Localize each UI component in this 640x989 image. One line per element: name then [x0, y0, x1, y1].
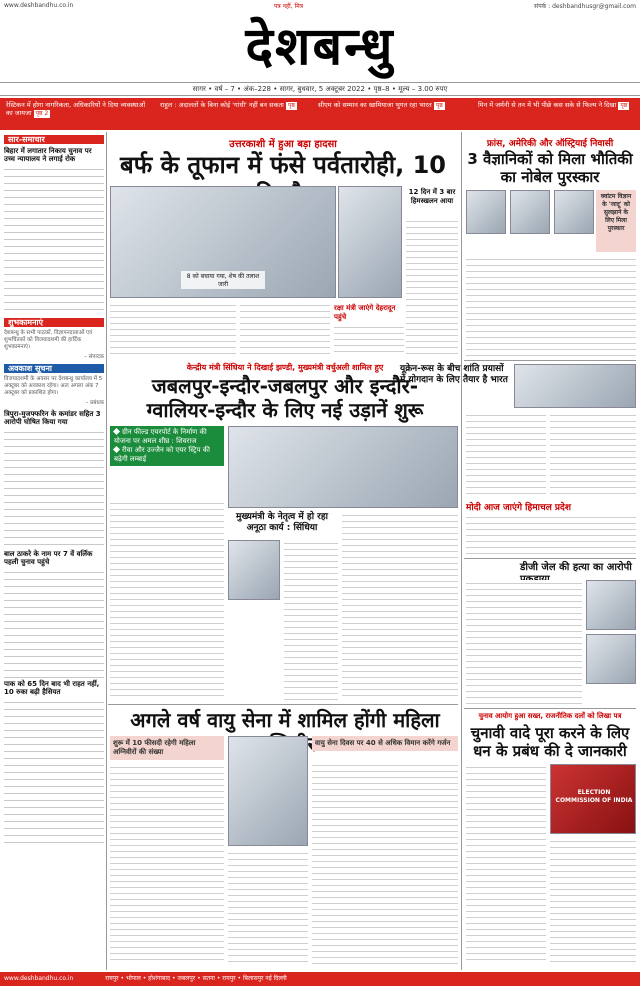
highlight-1: ग्रीन फील्ड एयरपोर्ट के निर्माण की योजना पर अमल शीघ्र : शिवराज — [114, 428, 207, 445]
teaser-2[interactable]: राहुल : अदालतों के बिना कोई 'गांधी' नहीं बन सकता पृष्ठ — [160, 101, 295, 109]
accused-photo — [586, 634, 636, 684]
nobel-highlight-box: क्वांटम विज्ञान के 'जादू' को सुलझाने के लिए मिला पुरस्कार — [596, 190, 636, 252]
main-story-body-2 — [240, 302, 330, 356]
ukraine-story-body — [466, 412, 546, 496]
brief-body-4 — [4, 698, 104, 848]
newspaper-logo: देशबन्धु — [245, 16, 395, 77]
nobel-kicker: फ्रांस, अमेरिकी और ऑस्ट्रियाई निवासी — [486, 139, 614, 149]
holiday-sign: – प्रबंधक — [85, 400, 104, 406]
defense-minister-body — [334, 324, 404, 356]
dg-jail-headline[interactable]: डीजी जेल की हत्या का आरोपी — [520, 562, 632, 573]
side-story-body — [406, 218, 458, 354]
issue-info-bar: सागर • वर्ष – 7 • अंक–228 • सागर, बुधवार, 5 अक्टूबर 2022 • पृष्ठ–8 • मूल्य – 3.00 रुपए — [0, 82, 640, 96]
main-headline[interactable]: बर्फ के तूफान में फंसे पर्वतारोही, 10 — [120, 151, 446, 179]
rescue-photo — [338, 186, 402, 298]
column-divider-right — [461, 132, 462, 970]
side-kicker: 12 दिन में 3 बार हिमस्खलन आया — [408, 188, 456, 205]
masthead — [0, 14, 640, 80]
brief-headline-2[interactable]: त्रिपुरा-मुजफ्फरिन के कमांडर सहित 3 आरोपी घोषित किया गया — [4, 410, 101, 426]
greeting-sign: – संपादक — [84, 354, 104, 360]
flights-story-body-2 — [342, 512, 458, 700]
teaser-1[interactable]: रेस्टिकन में होगा नागरिकता, अधिकारियों ने दिया व्यवस्थाओं का जायजा पृष्ठ 2 — [6, 101, 146, 117]
scientist-2-photo — [510, 190, 550, 234]
ukraine-story-body-2 — [550, 412, 636, 496]
bullet-icon — [113, 428, 120, 435]
airforce-chief-photo — [228, 736, 308, 846]
nobel-headline[interactable]: 3 वैज्ञानिकों को मिला भौतिकी का नोबेल पुरस्कार — [467, 150, 633, 186]
election-sign-text: ELECTION COMMISSION OF INDIA — [555, 789, 633, 804]
airforce-side-body — [312, 762, 458, 964]
nobel-story-body — [466, 256, 636, 356]
election-commission-photo — [550, 764, 636, 834]
ukraine-headline[interactable]: यूक्रेन-रूस के बीच शांति प्रयासों में योगदान के लिए तैयार है भारत — [400, 364, 508, 385]
avalanche-photo — [110, 186, 336, 298]
holiday-text: विजयादशमी के अवसर पर देशबन्धु कार्यालय में 5 अक्टूबर को अवकाश रहेगा। अतः अगला अंक 7 अक्टूबर को प्रकाशित होगा। — [4, 376, 103, 396]
cm-quote: मुख्यमंत्री के नेतृत्व में हो रहा अनूठा कार्य : सिंधिया — [236, 512, 328, 533]
airforce-story-body-2 — [228, 850, 308, 964]
brief-body-2 — [4, 428, 104, 548]
right-divider-1 — [464, 360, 636, 361]
airforce-story-body — [110, 764, 224, 964]
election-headline[interactable]: चुनावी वादे पूरा करने के लिए धन के प्रबंध की दे जानकारी — [470, 724, 630, 760]
airforce-subhead: शुरू में 10 फीसदी रहेगी महिला अग्निवीरों की संख्या — [110, 736, 224, 760]
brief-body-3 — [4, 568, 104, 678]
footer-site[interactable]: www.deshbandhu.co.in — [4, 975, 74, 982]
teaser-4[interactable]: मिन में जर्मनी से तन में भी पीछे कस सके से फिल्म ने दिखा पृष्ठ — [478, 101, 628, 109]
greeting-text: देशबन्धु के सभी पाठकों, विज्ञापनदाताओं एवं शुभचिंतकों को विजयादशमी की हार्दिक शुभकामनाएं। — [4, 330, 93, 350]
election-story-body — [466, 764, 546, 964]
site-url[interactable]: www.deshbandhu.co.in — [4, 2, 74, 9]
footer-cities: रायपुर • भोपाल • होशंगाबाद • जबलपुर • सतना • रायपुर • बिलासपुर नई दिल्ली — [105, 975, 287, 982]
modi-quote: मोदी आज जाएंगे हिमाचल प्रदेश — [466, 503, 571, 513]
quote-story-body — [284, 540, 338, 700]
brief-body-1 — [4, 165, 104, 315]
dg-jail-story-body — [466, 580, 582, 706]
main-kicker: उत्तरकाशी में हुआ बड़ा हादसा — [229, 139, 337, 150]
airforce-headline[interactable]: अगले वर्ष वायु सेना में शामिल होंगी महिला — [130, 708, 440, 732]
left-column — [4, 132, 104, 952]
flights-highlights — [110, 426, 224, 466]
right-divider-2 — [464, 558, 636, 559]
minister-portrait — [228, 540, 280, 600]
section-header-news-brief: सार-समाचार — [4, 135, 104, 144]
section-divider — [108, 704, 458, 705]
election-kicker: चुनाव आयोग हुआ सख्त, राजनीतिक दलों को लिखा पत्र — [478, 712, 622, 720]
defense-minister-subhead[interactable]: रक्षा मंत्री जाएंगे देहरादून पहुंचे — [334, 304, 396, 321]
flights-headline-line-2[interactable]: ग्वालियर-इन्दौर के लिए नई उड़ानें शुरू — [146, 398, 424, 422]
main-story-body — [110, 302, 236, 356]
dg-photo — [586, 580, 636, 630]
flights-kicker: केन्द्रीय मंत्री सिंधिया ने दिखाई झण्डी, मुख्यमंत्री वर्चुअली शामिल हुए — [186, 363, 384, 372]
modi-photo — [514, 364, 636, 408]
column-divider — [106, 132, 107, 970]
highlight-2: रीवा और उज्जैन को एयर स्ट्रिप की बढ़ेगी लम्बाई — [114, 446, 210, 463]
airforce-side-head: वायु सेना दिवस पर 40 से अधिक विमान करेंगे गर्जन — [312, 736, 458, 751]
section-header-holiday: अवकाश सूचना — [4, 364, 104, 373]
right-divider-3 — [464, 708, 636, 709]
top-line — [4, 2, 636, 14]
brief-headline-1[interactable]: बिहार में लगातार निकाय चुनाव पर उच्च न्यायालय ने लगाई रोक — [4, 147, 92, 163]
scientist-1-photo — [466, 190, 506, 234]
scientist-3-photo — [554, 190, 594, 234]
teaser-bar — [0, 98, 640, 130]
modi-story-body — [466, 514, 636, 554]
brief-headline-4[interactable]: पाक को 65 दिन बाद भी राहत नहीं, 10 रुका बढ़ी हैसियत — [4, 680, 100, 696]
teaser-3[interactable]: सीएम को सम्मान का खामियाजा भुगत रहा भारत पृष्ठ — [318, 101, 443, 109]
brief-headline-3[interactable]: बाल ठाकरे के नाम पर 7 वें वर्लिक पहली चुनाव पहुंचे — [4, 550, 93, 566]
flights-story-body — [110, 500, 224, 700]
bullet-icon — [113, 446, 120, 453]
flights-headline-line-1[interactable]: जबलपुर-इन्दौर-जबलपुर और इन्दौर- — [151, 374, 419, 398]
photo-caption: 8 को बचाया गया, शेष की तलाश जारी — [181, 271, 265, 289]
scindia-photo — [228, 426, 458, 508]
contact-email[interactable]: संपर्क : deshbandhusgr@gmail.com — [534, 3, 636, 10]
election-story-body-2 — [550, 838, 636, 964]
footer-bar — [0, 972, 640, 986]
tagline: पत्र नहीं, मित्र — [274, 3, 303, 10]
section-header-greetings: शुभकामनाएं — [4, 318, 104, 327]
